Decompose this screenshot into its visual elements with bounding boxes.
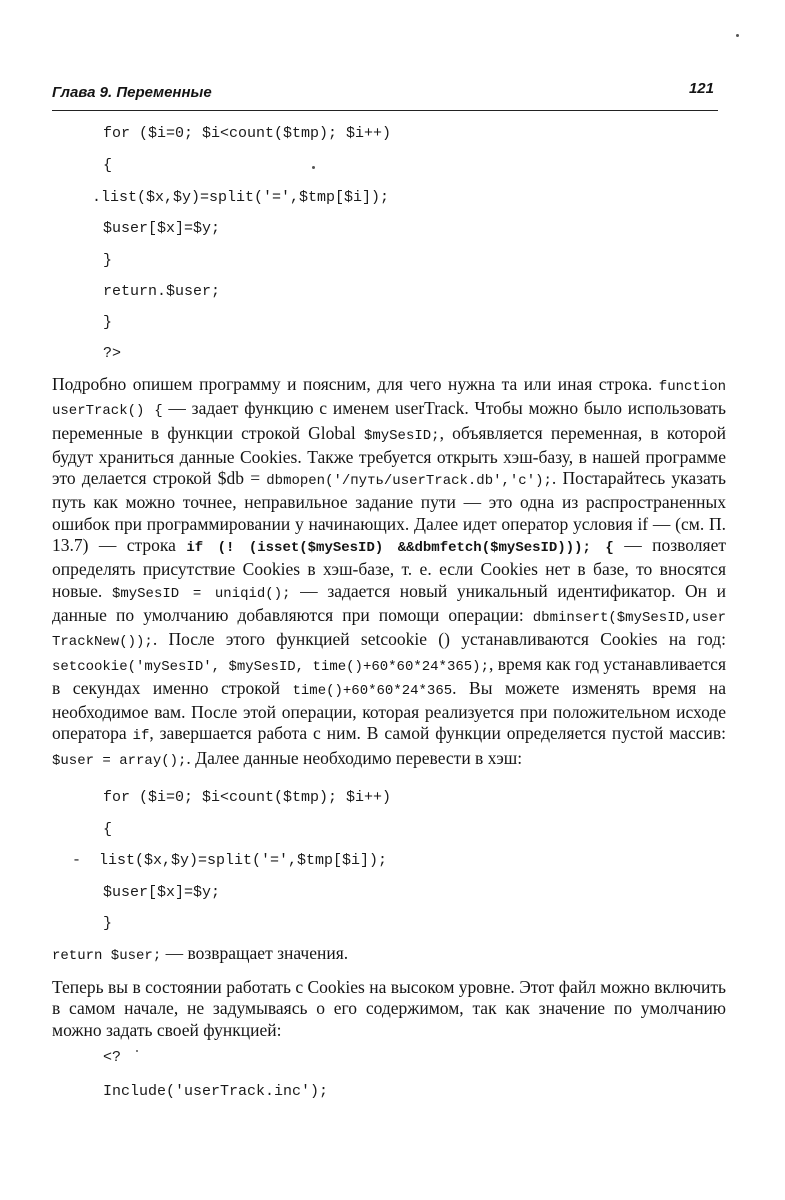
code-line: } (103, 915, 113, 932)
code-line: ?> (103, 345, 122, 362)
scan-speck (312, 166, 315, 169)
page-number: 121 (688, 80, 714, 97)
body-paragraph: Подробно опишем программу и поясним, для чего нужна та или иная строка. function userTrack() { — задает функцию с именем userTrack. Чтобы можно было использовать переменные в функции строкой Global $mySesID;, объявляется переменная, в которой будут храниться данные Cookies. Также требуется открыть хэш-базу, в нашей программе это делается строкой $db = dbmopen('/путь/userTrack.db','c');. Постарайтесь указать путь как можно точнее, неправильное задание пути — это одна из распространенных ошибок при программировании у начинающих. Далее идет оператор условия if — (см. П. 13.7) — строка if (! (isset($mySesID) &&dbmfetch($mySesID))); { — позволяет определять присутствие Cookies в хэш-базе, т. е. если Cookies нет в базе, то вносятся новые. $mySesID = uniqid(); — задается новый уникальный идентификатор. Он и данные по умолчанию добавляются при помощи операции: dbminsert($mySesID,user TrackNew());. После этого функцией setcookie () устанавливаются Cookies на год: setcookie('mySesID', $mySesID, time()+60*60*24*365);, время как год устанавливается в секундах именно строкой time()+60*60*24*365. Вы можете изменять время на необходимое вам. После этой операции, которая реализуется при положительном исходе оператора if, завершается работа с ним. В самой функции определяется пустой массив: $user = array();. Далее данные необходимо перевести в хэш: (52, 374, 727, 769)
code-line: .list($x,$y)=split('=',$tmp[$i]); (92, 189, 390, 206)
code-line: { (103, 821, 113, 838)
code-line: } (103, 252, 113, 269)
code-line: for ($i=0; $i<count($tmp); $i++) (103, 125, 392, 142)
return-description: return $user; — возвращает значения. (52, 943, 349, 964)
scan-speck (736, 34, 739, 37)
code-line: for ($i=0; $i<count($tmp); $i++) (103, 789, 392, 806)
code-line: $user[$x]=$y; (103, 220, 221, 237)
code-line: - list($x,$y)=split('=',$tmp[$i]); (72, 852, 388, 869)
body-paragraph: Теперь вы в состоянии работать с Cookies на высоком уровне. Этот файл можно включить в самом начале, не задумываясь о его содержимом, так как значение по умолчанию можно задать своей функцией: (52, 977, 726, 1040)
code-line: } (103, 314, 113, 331)
scan-speck (136, 1050, 138, 1052)
running-header (52, 80, 718, 111)
code-line: Include('userTrack.inc'); (103, 1083, 329, 1100)
code-line: return.$user; (103, 283, 221, 300)
chapter-title: Глава 9. Переменные (52, 84, 212, 101)
code-line: <? (103, 1049, 122, 1066)
code-line: $user[$x]=$y; (103, 884, 221, 901)
code-line: { (103, 157, 113, 174)
